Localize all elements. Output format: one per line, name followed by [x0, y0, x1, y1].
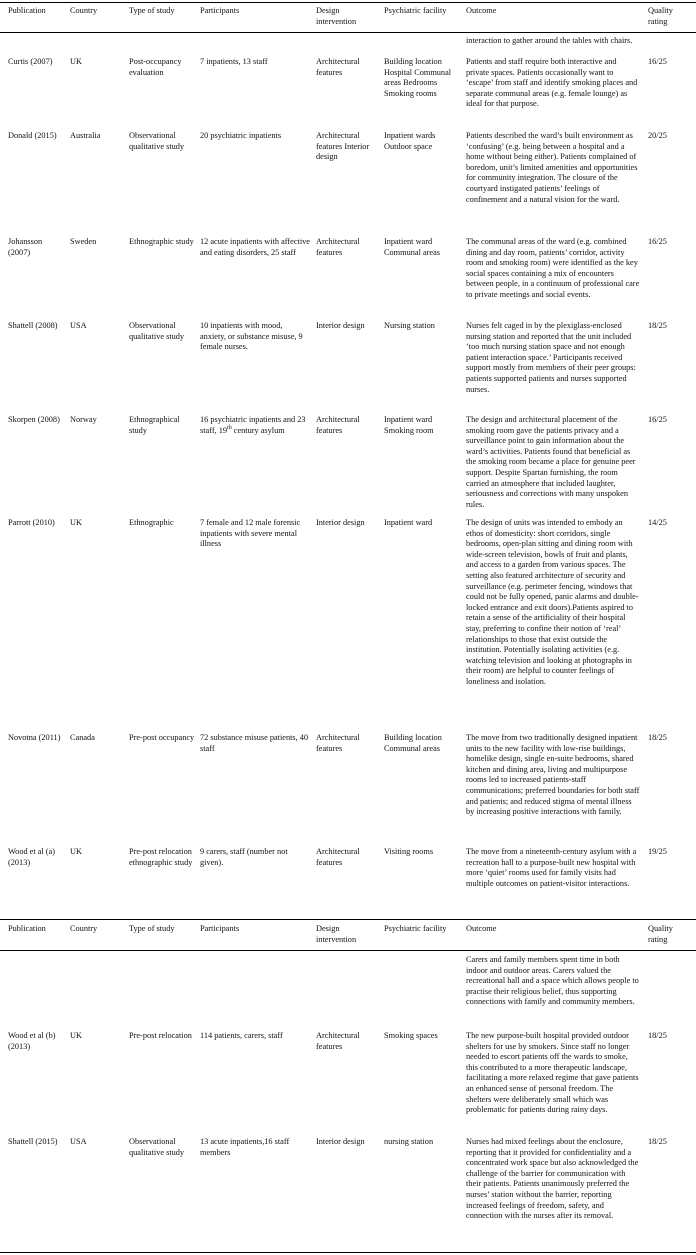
cell-rating: 16/25	[648, 57, 667, 66]
cell-facility: Inpatient ward Communal areas	[384, 237, 440, 257]
outcome-continuation: Carers and family members spent time in both indoor and outdoor areas. Carers valued the recreational hall and a space which allows people to practise their religious belief, thus supporting connections with family and community members.	[466, 955, 639, 1007]
cell-intervention: Architectural features	[316, 57, 360, 77]
header-quality-rating: Quality rating	[648, 6, 673, 26]
cell-facility: Visiting rooms	[384, 847, 434, 856]
cell-outcome: The communal areas of the ward (e.g. combined dining and day room, patients’ corridor, activity room and smoking room) were identified as the key social spaces containing a mix of encounters between people, in a continuum of professional care to private meetings and social events.	[466, 237, 640, 299]
cell-rating: 20/25	[648, 131, 667, 140]
cell-intervention: Architectural features	[316, 1031, 360, 1051]
cell-participants: 7 inpatients, 13 staff	[200, 57, 268, 66]
cell-publication: Curtis (2007)	[8, 57, 53, 66]
header-design-intervention: Design intervention	[316, 924, 357, 944]
cell-publication: Wood et al (a) (2013)	[8, 847, 56, 867]
header-participants: Participants	[200, 924, 240, 933]
cell-facility: Inpatient ward	[384, 518, 433, 527]
header-type-of-study: Type of study	[129, 924, 175, 933]
cell-participants: 9 carers, staff (number not given).	[200, 847, 288, 867]
cell-participants: 7 female and 12 male forensic inpatients with severe mental illness	[200, 518, 301, 549]
cell-participants: 72 substance misuse patients, 40 staff	[200, 733, 309, 753]
cell-facility: Nursing station	[384, 321, 435, 330]
participants-text: 16 psychiatric inpatients and 23 staff, 19	[200, 415, 306, 435]
cell-intervention: Architectural features	[316, 847, 360, 867]
header-type-of-study: Type of study	[129, 6, 175, 15]
header-outcome: Outcome	[466, 6, 497, 15]
cell-facility: nursing station	[384, 1137, 434, 1146]
cell-participants	[200, 415, 310, 436]
cell-rating: 16/25	[648, 237, 667, 246]
cell-publication: Johansson (2007)	[8, 237, 43, 257]
cell-outcome: Patients and staff require both interactive and private spaces. Patients occasionally want to ‘escape’ from staff and identify smoking places and separate communal areas (e.g. female lounge) as ideal for that purpose.	[466, 57, 638, 109]
cell-country: Australia	[70, 131, 101, 140]
header-publication: Publication	[8, 924, 46, 933]
cell-publication: Novotna (2011)	[8, 733, 61, 742]
cell-facility: Smoking spaces	[384, 1031, 438, 1040]
cell-type: Ethnographic	[129, 518, 174, 527]
cell-rating: 18/25	[648, 733, 667, 742]
header-country: Country	[70, 924, 98, 933]
header-design-intervention: Design intervention	[316, 6, 357, 26]
cell-facility: Building location Hospital Communal areas Bedrooms Smoking rooms	[384, 57, 452, 98]
cell-type: Observational qualitative study	[129, 1137, 185, 1157]
cell-type: Ethnographic study	[129, 237, 194, 246]
cell-type: Pre-post relocation	[129, 1031, 192, 1040]
participants-text-end: century asylum	[231, 425, 285, 435]
cell-intervention: Architectural features	[316, 733, 360, 753]
cropped-caption-fragment	[0, 912, 120, 916]
cell-facility: Building location Communal areas	[384, 733, 442, 753]
cell-facility: Inpatient wards Outdoor space	[384, 131, 436, 151]
header-rule	[0, 950, 696, 951]
cell-rating: 16/25	[648, 415, 667, 424]
table-top-rule	[0, 2, 696, 3]
cell-rating: 18/25	[648, 1137, 667, 1146]
header-psychiatric-facility: Psychiatric facility	[384, 924, 447, 933]
header-country: Country	[70, 6, 98, 15]
cell-country: USA	[70, 1137, 87, 1146]
cell-outcome: The move from a nineteenth-century asylum with a recreation hall to a purpose-built new hospital with more ‘quiet’ rooms used for family visits had multiple outcomes on patient-visitor interactions.	[466, 847, 637, 888]
cell-rating: 19/25	[648, 847, 667, 856]
cell-outcome: Patients described the ward’s built environment as ‘confusing’ (e.g. being between a hospital and a home without being either). Patients complained of boredom, unit’s limited amenities and opportunities for community integration. The closure of the courtyard instigated patients’ feelings of confinement and a natural vision for the ward.	[466, 131, 638, 204]
table-bottom-rule	[0, 1252, 696, 1253]
cell-intervention: Architectural features	[316, 237, 360, 257]
cell-intervention: Interior design	[316, 518, 365, 527]
cell-rating: 14/25	[648, 518, 667, 527]
cell-intervention: Interior design	[316, 321, 365, 330]
cell-participants: 12 acute inpatients with affective and eating disorders, 25 staff	[200, 237, 310, 257]
header-participants: Participants	[200, 6, 240, 15]
outcome-continuation: interaction to gather around the tables with chairs.	[466, 36, 633, 45]
cell-type: Post-occupancy evaluation	[129, 57, 182, 77]
cell-outcome: The design of units was intended to embody an ethos of domesticity: short corridors, single bedrooms, open-plan sitting and dining room with wide-screen television, bowls of fruit and plants, and access to a garden from various spaces. The setting also featured architecture of security and surveillance (e.g. perimeter fencing, windows that could not be fully opened, panic alarms and double-locked entrance and exit doors).Patients aspired to retain a sense of the artificiality of their hospital stay, preferring to confine their notion of ‘real’ relationships to those that exist outside the institution. Potentially isolating activities (e.g. watching television and looking at photographs in their room) are helpful to counter feelings of loneliness and isolation.	[466, 518, 639, 686]
cell-country: UK	[70, 847, 82, 856]
cell-intervention: Interior design	[316, 1137, 365, 1146]
header-publication: Publication	[8, 6, 46, 15]
cell-country: UK	[70, 1031, 82, 1040]
cell-type: Ethnographical study	[129, 415, 180, 435]
cell-country: Sweden	[70, 237, 97, 246]
cell-country: UK	[70, 57, 82, 66]
cell-publication: Wood et al (b) (2013)	[8, 1031, 56, 1051]
cell-publication: Skorpen (2008)	[8, 415, 60, 424]
cell-intervention: Architectural features Interior design	[316, 131, 370, 162]
cell-participants: 20 psychiatric inpatients	[200, 131, 282, 140]
cell-rating: 18/25	[648, 1031, 667, 1040]
cell-publication: Shattell (2008)	[8, 321, 58, 330]
table-top-rule	[0, 919, 696, 920]
header-outcome: Outcome	[466, 924, 497, 933]
cell-country: USA	[70, 321, 87, 330]
ordinal-suffix: th	[227, 424, 232, 431]
cell-intervention: Architectural features	[316, 415, 360, 435]
cell-participants: 10 inpatients with mood, anxiety, or substance misuse, 9 female nurses.	[200, 321, 303, 352]
cell-outcome: Nurses felt caged in by the plexiglass-enclosed nursing station and reported that the unit included ‘too much nursing station space and not enough patient interaction space.’ Participants received support mostly from members of their peer groups: patients supported patients and nurses supported nurses.	[466, 321, 636, 394]
cell-publication: Parrott (2010)	[8, 518, 55, 527]
header-rule	[0, 32, 696, 33]
header-quality-rating: Quality rating	[648, 924, 673, 944]
cell-type: Observational qualitative study	[129, 321, 185, 341]
cell-participants: 114 patients, carers, staff	[200, 1031, 283, 1040]
cell-outcome: Nurses had mixed feelings about the enclosure, reporting that it provided for confidentiality and a concentrated work space but also acknowledged the challenge of the barrier for communication with their patients. Patients unanimously preferred the nurses’ station without the barrier, reporting increased feelings of freedom, safety, and connection with the nurses after its removal.	[466, 1137, 639, 1221]
cell-country: UK	[70, 518, 82, 527]
cell-type: Pre-post occupancy	[129, 733, 195, 742]
cell-outcome: The design and architectural placement of the smoking room gave the patients privacy and a surveillance point to gain information about the ward’s activities. Patients found that beneficial as the smoking room became a place for genuine peer support. Despite Spartan furnishing, the room carried an atmosphere that included laughter, seriousness and corrections with many unspoken rules.	[466, 415, 636, 509]
cell-outcome: The move from two traditionally designed inpatient units to the new facility with low-rise buildings, homelike design, single en-suite bedrooms, shared kitchen and dining area, living and multipurpose rooms led to increased patients-staff communications; preferred boundaries for both staff and patients; and reduced stigma of mental illness by increasing positive interactions with family.	[466, 733, 640, 817]
cell-country: Canada	[70, 733, 95, 742]
cell-country: Norway	[70, 415, 97, 424]
cell-type: Observational qualitative study	[129, 131, 185, 151]
cell-publication: Donald (2015)	[8, 131, 57, 140]
cell-participants: 13 acute inpatients,16 staff members	[200, 1137, 290, 1157]
cell-outcome: The new purpose-built hospital provided outdoor shelters for use by smokers. Since staff no longer needed to escort patients off the wards to smoke, this contributed to a more therapeutic landscape, facilitating a more relaxed regime that gave patients an enhanced sense of personal freedom. The shelters were deliberately small which was problematic for patients during rainy days.	[466, 1031, 639, 1115]
cell-type: Pre-post relocation ethnographic study	[129, 847, 193, 867]
cell-publication: Shattell (2015)	[8, 1137, 58, 1146]
cell-rating: 18/25	[648, 321, 667, 330]
cell-facility: Inpatient ward Smoking room	[384, 415, 434, 435]
header-psychiatric-facility: Psychiatric facility	[384, 6, 447, 15]
